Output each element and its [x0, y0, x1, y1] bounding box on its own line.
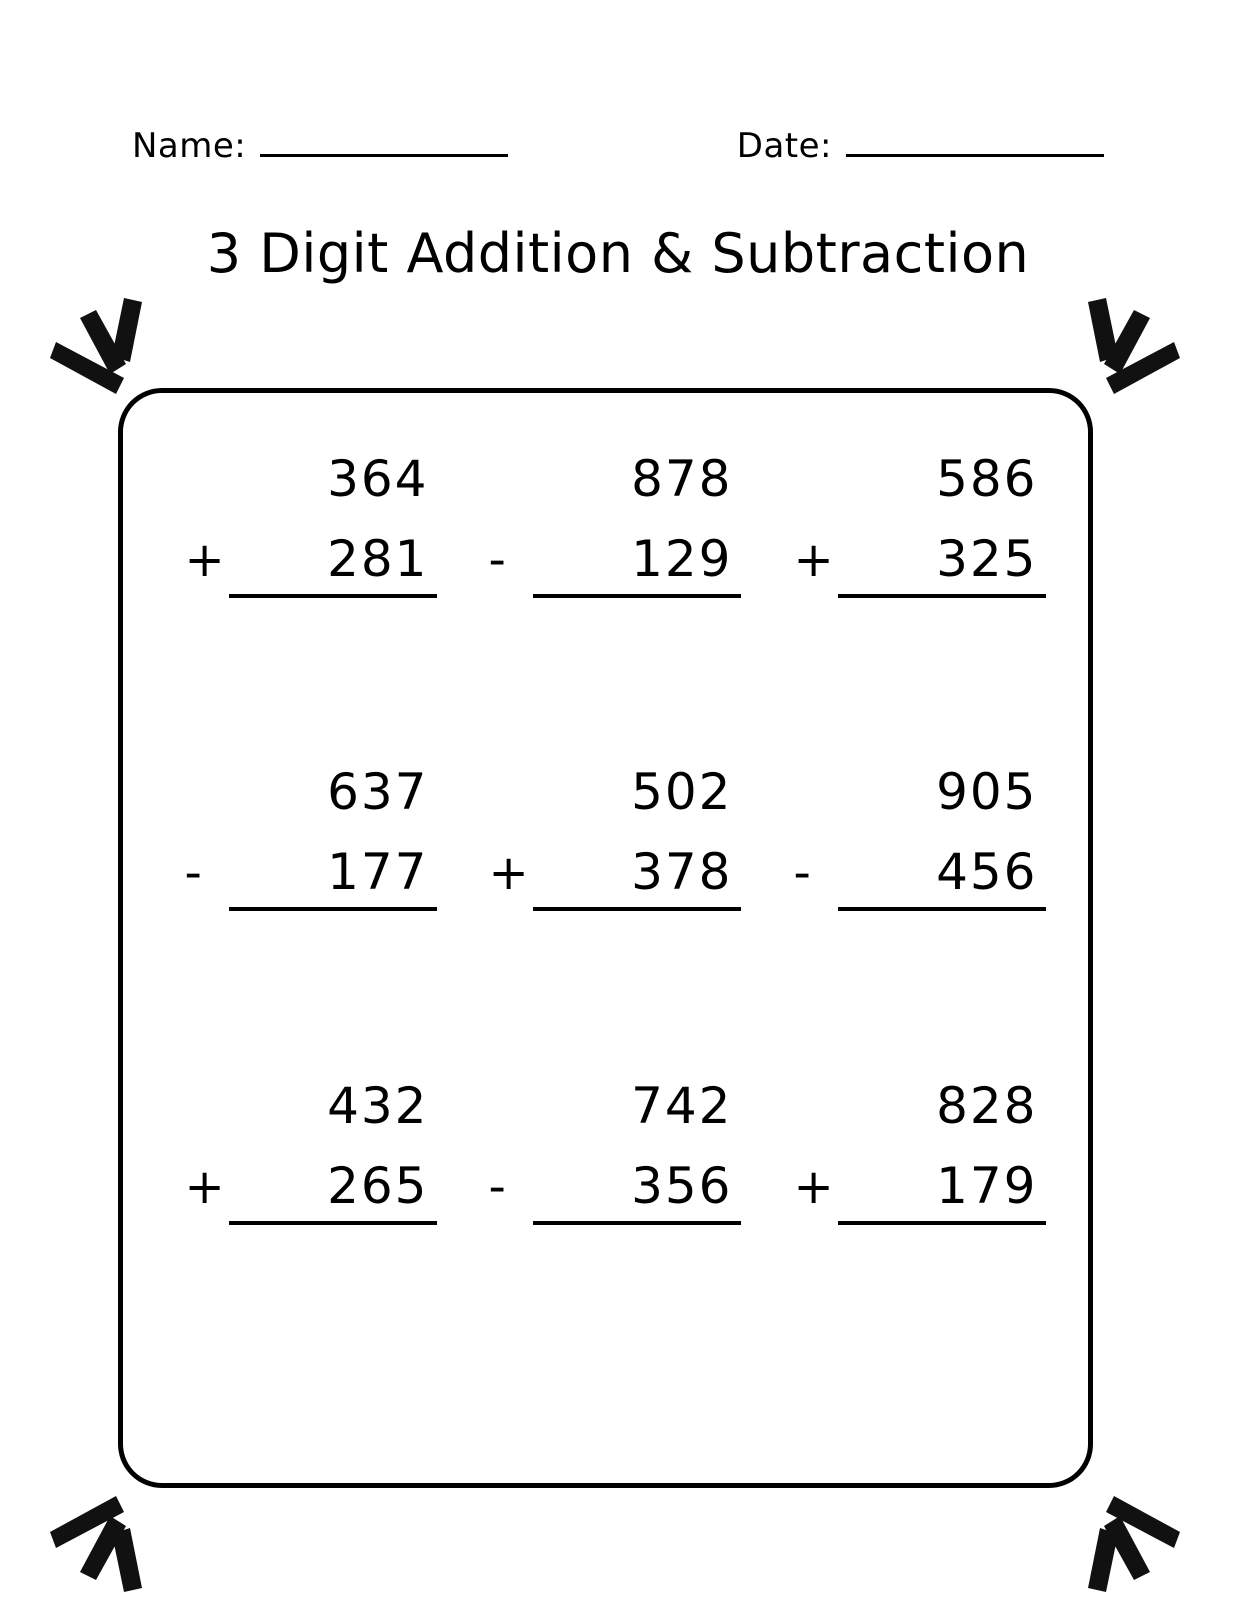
- problem-4-top-number: 637: [327, 763, 429, 822]
- problem-7-bottom-number: 265: [327, 1156, 429, 1215]
- problem-9-operator: +: [793, 1158, 834, 1215]
- problem-9-bottom-number: 179: [936, 1156, 1038, 1215]
- problem-1-bottom-number: 281: [327, 530, 429, 588]
- problem-2-top-number: 878: [631, 450, 733, 508]
- problems-grid: [118, 388, 1093, 1488]
- problem-8: [451, 1055, 760, 1368]
- date-write-line[interactable]: [846, 126, 1104, 157]
- problem-3-bottom-number: 325: [936, 530, 1038, 588]
- problem-9-top-number: 828: [936, 1076, 1038, 1135]
- problem-8-operator: -: [488, 1158, 506, 1215]
- problem-3: [760, 428, 1069, 741]
- problem-1-answer-line[interactable]: [229, 530, 437, 598]
- problem-8-top-number: 742: [631, 1076, 733, 1135]
- header-row: [132, 126, 1104, 186]
- date-label: Date:: [736, 126, 832, 166]
- problem-1-operator: +: [184, 532, 225, 588]
- name-field: [132, 126, 508, 166]
- problem-5-operator: +: [488, 845, 529, 902]
- problem-4-answer-line[interactable]: [229, 843, 437, 911]
- problem-3-operator: +: [793, 532, 834, 588]
- problem-8-answer-line[interactable]: [533, 1156, 741, 1225]
- problem-4: [142, 741, 451, 1054]
- problem-2-bottom-number: 129: [631, 530, 733, 588]
- problem-7-top-number: 432: [327, 1076, 429, 1135]
- problem-4-operator: -: [184, 845, 202, 902]
- problem-9: [760, 1055, 1069, 1368]
- problem-5: [451, 741, 760, 1054]
- problem-7: [142, 1055, 451, 1368]
- problem-1: [142, 428, 451, 741]
- problem-1-top-number: 364: [327, 450, 429, 508]
- page-title: 3 Digit Addition & Subtraction: [206, 222, 1030, 285]
- problem-6-answer-line[interactable]: [838, 843, 1046, 911]
- problem-9-answer-line[interactable]: [838, 1156, 1046, 1225]
- problem-2-operator: -: [488, 532, 506, 588]
- problem-5-top-number: 502: [631, 763, 733, 822]
- problem-6-top-number: 905: [936, 763, 1038, 822]
- problem-6-operator: -: [793, 845, 811, 902]
- problem-6: [760, 741, 1069, 1054]
- date-field: [737, 126, 1104, 166]
- problem-2: [451, 428, 760, 741]
- problem-4-bottom-number: 177: [327, 843, 429, 902]
- problem-7-answer-line[interactable]: [229, 1156, 437, 1225]
- problem-7-operator: +: [184, 1158, 225, 1215]
- problem-3-answer-line[interactable]: [838, 530, 1046, 598]
- problem-3-top-number: 586: [936, 450, 1038, 508]
- problem-6-bottom-number: 456: [936, 843, 1038, 902]
- problem-2-answer-line[interactable]: [533, 530, 741, 598]
- name-write-line[interactable]: [260, 126, 508, 157]
- problem-5-answer-line[interactable]: [533, 843, 741, 911]
- problem-8-bottom-number: 356: [631, 1156, 733, 1215]
- problem-5-bottom-number: 378: [631, 843, 733, 902]
- name-label: Name:: [132, 126, 247, 166]
